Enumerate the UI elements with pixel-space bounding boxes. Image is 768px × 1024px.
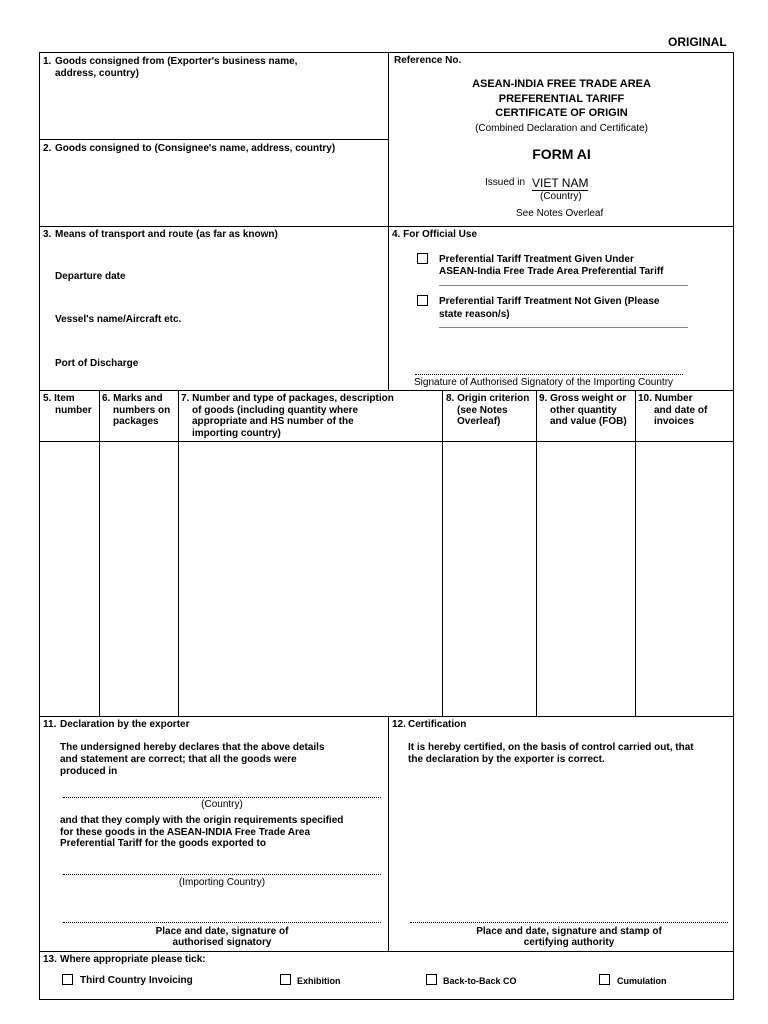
col-description-cont: appropriate and HS number of the (192, 416, 354, 427)
box13-title: Where appropriate please tick: (60, 954, 206, 965)
signature-line (410, 922, 728, 923)
box2-title: Goods consigned to (Consignee's name, address, country) (55, 143, 336, 154)
col-description: 7. Number and type of packages, description (181, 393, 394, 404)
box12-title: Certification (408, 719, 467, 730)
title-line3: CERTIFICATE OF ORIGIN (495, 107, 628, 119)
divider (536, 390, 537, 716)
exhibition-checkbox[interactable] (280, 974, 291, 985)
back-to-back-co-checkbox[interactable] (426, 974, 437, 985)
vessel-label: Vessel's name/Aircraft etc. (55, 314, 182, 325)
divider (635, 390, 636, 716)
treatment-not-given-checkbox[interactable] (417, 295, 428, 306)
divider (39, 951, 734, 952)
treatment-given-label-cont: ASEAN-India Free Trade Area Preferential Tariff (439, 266, 664, 277)
reference-label: Reference No. (394, 55, 462, 66)
divider (99, 390, 100, 716)
col-item-number-cont: number (55, 405, 92, 416)
box4-title: 4. For Official Use (392, 229, 478, 240)
col-invoices-cont: and date of (654, 405, 708, 416)
divider (39, 716, 734, 717)
divider (39, 441, 734, 442)
exporter-place-date: Place and date, signature of (155, 926, 289, 937)
declaration-text: Preferential Tariff for the goods exported to (60, 838, 266, 849)
title-line1: ASEAN-INDIA FREE TRADE AREA (472, 78, 651, 90)
title-line2: PREFERENTIAL TARIFF (498, 93, 625, 105)
issued-label: Issued in (485, 177, 526, 188)
country-label: (Country) (540, 191, 582, 202)
col-description-cont: importing country) (192, 428, 281, 439)
divider (442, 390, 443, 716)
col-marks-cont: numbers on (113, 405, 171, 416)
divider (39, 226, 734, 227)
box1-title: Goods consigned from (Exporter's business name, (55, 56, 298, 67)
country-caption: (Country) (201, 799, 243, 810)
certification-text: It is hereby certified, on the basis of control carried out, that (408, 742, 694, 753)
see-notes: See Notes Overleaf (516, 208, 604, 219)
declaration-text: for these goods in the ASEAN-INDIA Free Trade Area (60, 827, 311, 838)
treatment-not-given-label-cont: state reason/s) (439, 309, 510, 320)
divider (388, 716, 389, 951)
declaration-text: produced in (60, 766, 118, 777)
original-label: ORIGINAL (668, 35, 727, 49)
treatment-given-checkbox[interactable] (417, 253, 428, 264)
col-gross-weight: 9. Gross weight or (539, 393, 627, 404)
box3-number: 3. (43, 229, 52, 240)
back-to-back-co-label: Back-to-Back CO (443, 976, 517, 986)
cumulation-label: Cumulation (617, 976, 667, 986)
authority-place-date-cont: certifying authority (523, 937, 615, 948)
col-invoices-cont: invoices (654, 416, 695, 427)
departure-date-label: Departure date (55, 271, 126, 282)
box1-number: 1. (43, 56, 52, 67)
divider (39, 139, 389, 140)
third-country-invoicing-checkbox[interactable] (62, 974, 73, 985)
box11-number: 11. (43, 719, 57, 730)
col-origin-criterion-cont: (see Notes (457, 405, 508, 416)
certification-text: the declaration by the exporter is correct. (408, 754, 605, 765)
importing-country-line (63, 874, 381, 875)
box2-number: 2. (43, 143, 52, 154)
box1-title-cont: address, country) (55, 68, 139, 79)
form-frame (39, 52, 734, 1000)
signature-line (415, 374, 683, 375)
col-description-cont: of goods (including quantity where (192, 405, 359, 416)
importing-signatory-label: Signature of Authorised Signatory of the Importing Country (414, 377, 674, 388)
col-gross-weight-cont: other quantity (550, 405, 617, 416)
importing-country-caption: (Importing Country) (178, 877, 266, 888)
box11-title: Declaration by the exporter (60, 719, 190, 730)
third-country-invoicing-label: Third Country Invoicing (80, 975, 193, 986)
box13-number: 13. (43, 954, 57, 965)
divider (439, 327, 688, 328)
col-marks-cont: packages (113, 416, 159, 427)
col-marks: 6. Marks and (102, 393, 163, 404)
country-line (63, 797, 381, 798)
declaration-text: The undersigned hereby declares that the above details (60, 742, 325, 753)
signature-line (63, 922, 381, 923)
col-origin-criterion: 8. Origin criterion (446, 393, 530, 404)
treatment-given-label: Preferential Tariff Treatment Given Under (439, 254, 634, 265)
port-label: Port of Discharge (55, 358, 139, 369)
col-origin-criterion-cont: Overleaf) (457, 416, 501, 427)
exporter-place-date-cont: authorised signatory (172, 937, 272, 948)
divider (178, 390, 179, 716)
authority-place-date: Place and date, signature and stamp of (476, 926, 662, 937)
declaration-text: and statement are correct; that all the goods were (60, 754, 297, 765)
col-gross-weight-cont: and value (FOB) (550, 416, 627, 427)
divider (439, 285, 688, 286)
col-invoices: 10. Number (638, 393, 693, 404)
title-line4: (Combined Declaration and Certificate) (475, 123, 648, 134)
box12-number: 12. (392, 719, 406, 730)
box3-title: Means of transport and route (as far as known) (55, 229, 278, 240)
divider (39, 390, 734, 391)
issued-country-value: VIET NAM (532, 176, 589, 190)
cumulation-checkbox[interactable] (599, 974, 610, 985)
declaration-text: and that they comply with the origin requirements specified (60, 815, 344, 826)
form-name: FORM AI (532, 146, 591, 162)
exhibition-label: Exhibition (297, 976, 341, 986)
col-item-number: 5. Item (43, 393, 75, 404)
treatment-not-given-label: Preferential Tariff Treatment Not Given (Please (439, 296, 660, 307)
